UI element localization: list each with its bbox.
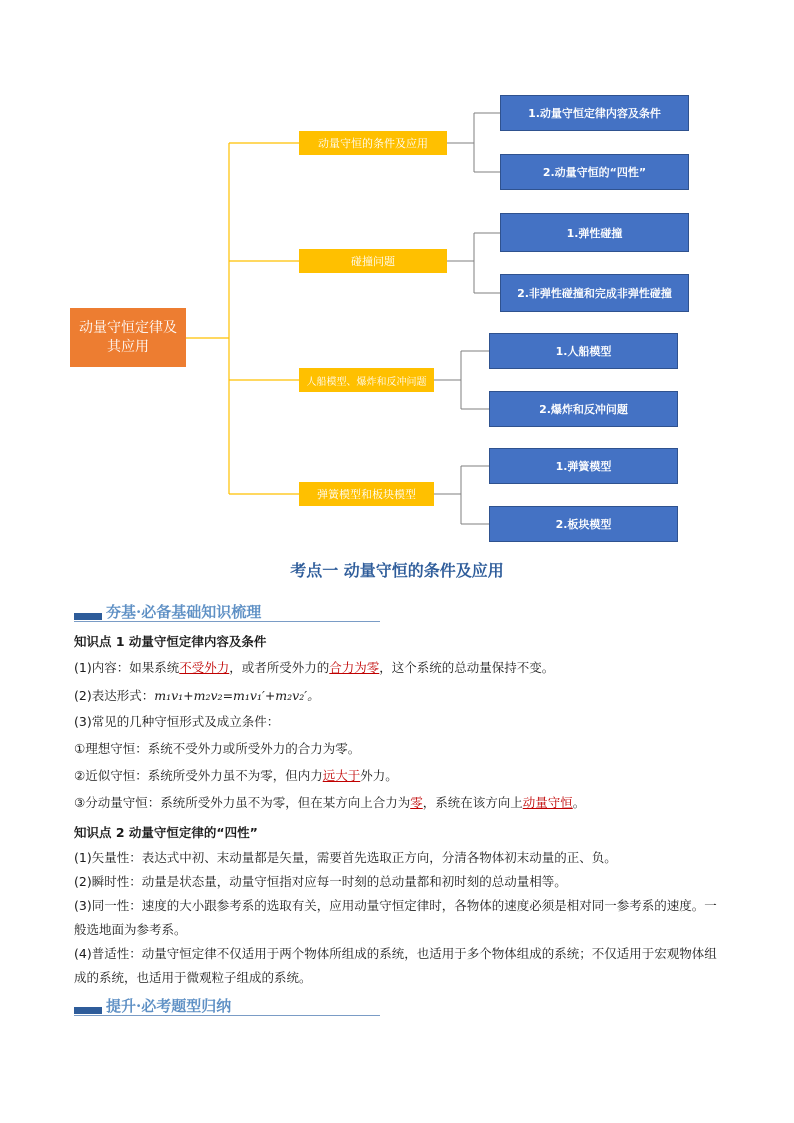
band-title: 夯基·必备基础知识梳理: [106, 603, 262, 621]
branch-boat-explosion: 人船模型、爆炸和反冲问题: [299, 368, 434, 392]
kp1-ideal: ①理想守恒：系统不受外力或所受外力的合力为零。: [74, 741, 361, 756]
kp1-partial: [74, 791, 729, 815]
highlight-no-external-force: 不受外力: [179, 660, 230, 675]
momentum-formula: m₁v₁+m₂v₂=m₁v₁′+m₂v₂′。: [154, 688, 320, 703]
section-title: 考点一 动量守恒的条件及应用: [290, 561, 504, 580]
leaf-boat-model: 1.人船模型: [489, 333, 678, 369]
band-title: 提升·必考题型归纳: [106, 997, 232, 1015]
kp2-instantaneous: (2)瞬时性：动量是状态量，动量守恒指对应每一时刻的总动量都和初时刻的总动量相等。: [74, 874, 567, 889]
text: 外力。: [360, 768, 398, 783]
leaf-spring-model: 1.弹簧模型: [489, 448, 678, 484]
text: (1)内容：如果系统: [74, 660, 180, 675]
kp1-content: [74, 656, 729, 680]
highlight-momentum-conserved: 动量守恒: [522, 795, 573, 810]
kp1-approx: [74, 764, 729, 788]
band-rule: [74, 621, 380, 622]
section-band-basics: [74, 598, 380, 622]
highlight-net-force-zero: 合力为零: [329, 660, 380, 675]
section-band-advanced: [74, 992, 380, 1016]
leaf-explosion-recoil: 2.爆炸和反冲问题: [489, 391, 678, 427]
kp2-vector: (1)矢量性：表达式中初、末动量都是矢量，需要首先选取正方向，分清各物体初末动量的正、负。: [74, 850, 617, 865]
leaf-elastic-collision: 1.弹性碰撞: [500, 213, 689, 252]
kp1-forms: (3)常见的几种守恒形式及成立条件：: [74, 714, 280, 729]
mindmap-root: 动量守恒定律及其应用: [70, 308, 186, 367]
kp2-same-frame: (3)同一性：速度的大小跟参考系的选取有关，应用动量守恒定律时，各物体的速度必须是相对同一参考系的速度。一般选地面为参考系。: [74, 898, 717, 937]
kp1-title: 知识点 1 动量守恒定律内容及条件: [74, 634, 267, 649]
highlight-much-greater: 远大于: [322, 768, 361, 783]
leaf-plank-model: 2.板块模型: [489, 506, 678, 542]
leaf-four-properties: 2.动量守恒的“四性”: [500, 154, 689, 190]
text: ③分动量守恒：系统所受外力虽不为零，但在某方向上合力为: [74, 795, 411, 810]
highlight-zero: 零: [410, 795, 423, 810]
text: (2)表达形式：: [74, 688, 155, 703]
branch-spring-plank: 弹簧模型和板块模型: [299, 482, 434, 506]
text: ，系统在该方向上: [422, 795, 523, 810]
kp2-universal: (4)普适性：动量守恒定律不仅适用于两个物体所组成的系统，也适用于多个物体组成的系统；不仅适用于宏观物体组成的系统，也适用于微观粒子组成的系统。: [74, 946, 717, 985]
leaf-law-content: 1.动量守恒定律内容及条件: [500, 95, 689, 131]
branch-conservation: 动量守恒的条件及应用: [299, 131, 447, 155]
text: ②近似守恒：系统所受外力虽不为零，但内力: [74, 768, 323, 783]
leaf-inelastic-collision: 2.非弹性碰撞和完成非弹性碰撞: [500, 274, 689, 312]
kp2-title: 知识点 2 动量守恒定律的“四性”: [74, 825, 258, 840]
band-rule: [74, 1015, 380, 1016]
text: ，这个系统的总动量保持不变。: [379, 660, 555, 675]
band-marker: [74, 1007, 102, 1014]
kp1-expression: [74, 684, 729, 708]
band-marker: [74, 613, 102, 620]
branch-collision: 碰撞问题: [299, 249, 447, 273]
text: 。: [572, 795, 586, 810]
text: ，或者所受外力的: [229, 660, 330, 675]
